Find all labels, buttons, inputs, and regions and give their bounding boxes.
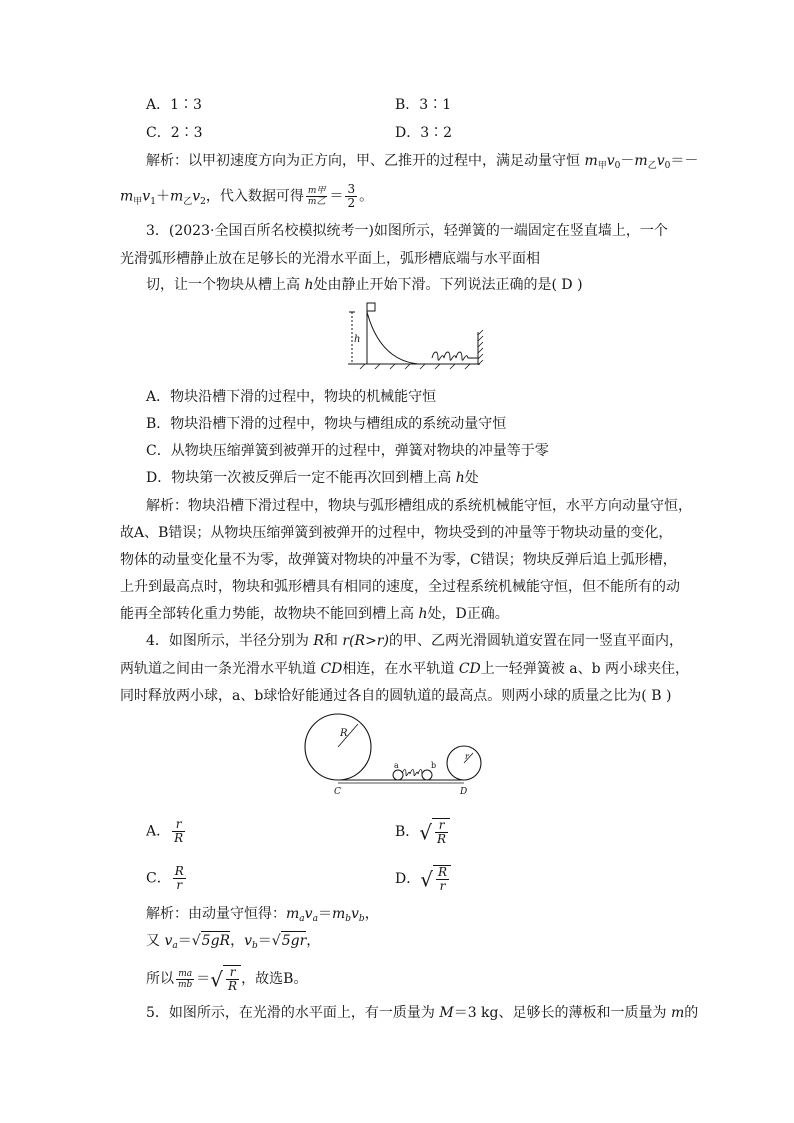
q4-option-c: C． $\frac{R}{r}$	[146, 864, 184, 892]
q2-option-b: B．3∶1	[395, 97, 452, 113]
label-R: R	[340, 728, 348, 739]
q3-analysis-line3: 物体的动量变化量不为零，故弹簧对物块的冲量不为零，C错误；物块反弹后追上弧形槽，	[120, 552, 677, 568]
q3-analysis-line5: 能再全部转化重力势能，故物块不能回到槽上高 h处，D正确。	[120, 606, 509, 622]
q4-figure-loop-tracks	[298, 712, 498, 798]
q2-option-c: C．2∶3	[146, 125, 203, 141]
q2-analysis-line1: 解析：以甲初速度方向为正方向，甲、乙推开的过程中，满足动量守恒 $m_甲v_0-m_乙v_0=-$	[146, 153, 699, 171]
label-r: r	[465, 752, 469, 761]
q4-stem-line1: 4．如图所示，半径分别为 R和 r(R>r)的甲、乙两光滑圆轨道安置在同一竖直平面内，	[146, 633, 683, 649]
q2-analysis-line2: $m_甲v_1+m_乙v_2$，代入数据可得 $\frac{\text{m甲}}{\text{m乙}}$ ＝ $\frac{3}{2}$ 。	[120, 182, 374, 210]
q3-stem-line1: 3．(2023·全国百所名校模拟统考一)如图所示，轻弹簧的一端固定在竖直墙上，一个	[146, 223, 668, 239]
label-a: a	[394, 761, 399, 770]
q4-option-a: A． $\frac{r}{R}$	[146, 817, 184, 845]
label-b: b	[431, 761, 437, 770]
q4-option-d: D．√ $\frac{R}{r}$	[395, 865, 451, 893]
q3-option-c: C．从物块压缩弹簧到被弹开的过程中，弹簧对物块的冲量等于零	[146, 443, 549, 459]
mass-ratio-fraction: $\frac{\text{m甲}}{\text{m乙}}$	[307, 186, 326, 207]
q4-analysis-line1: 解析：由动量守恒得：$m_av_a=m_bv_b$，	[146, 906, 379, 924]
figure-label-h: h	[354, 334, 361, 345]
q3-option-b: B．物块沿槽下滑的过程中，物块与槽组成的系统动量守恒	[146, 416, 507, 432]
q3-option-a: A．物块沿槽下滑的过程中，物块的机械能守恒	[146, 389, 437, 405]
q3-option-d: D．物块第一次被反弹后一定不能再次回到槽上高 h处	[146, 470, 479, 486]
label-C: C	[334, 787, 341, 797]
q2-option-a: A．1∶3	[146, 97, 202, 113]
ball-a	[393, 770, 403, 780]
label-D: D	[460, 787, 468, 797]
q5-stem-line1: 5．如图所示，在光滑的水平面上，有一质量为 M＝3 kg、足够长的薄板和一质量为 m的	[146, 1005, 699, 1021]
q3-analysis-line1: 解析：物块沿槽下滑过程中，物块与弧形槽组成的系统机械能守恒，水平方向动量守恒，	[146, 498, 692, 514]
q4-stem-line2: 两轨道之间由一条光滑水平轨道 CD相连，在水平轨道 CD上一轻弹簧被 a、b 两小球夹住，	[120, 661, 689, 677]
q3-figure-slope-spring	[340, 302, 490, 372]
q4-option-b: B．√ $\frac{r}{R}$	[395, 818, 450, 846]
q3-analysis-line4: 上升到最高点时，物块和弧形槽具有相同的速度，全过程系统机械能守恒，但不能所有的动	[120, 579, 680, 595]
q3-stem-line3: 切，让一个物块从槽上高 h处由静止开始下滑。下列说法正确的是( D )	[146, 277, 583, 293]
q4-stem-line3: 同时释放两小球，a、b球恰好能通过各自的圆轨道的最高点。则两小球的质量之比为( B )	[120, 688, 672, 704]
q4-analysis-line2: 又 $v_a=√5gR$，$v_b=√5gr$，	[146, 933, 321, 951]
result-fraction: $\frac{3}{2}$	[347, 182, 356, 210]
ball-b	[422, 770, 432, 780]
q4-analysis-line3: 所以 $\frac{ma}{mb}$ ＝√ $\frac{r}{R}$ ，故选B。	[146, 965, 308, 993]
q3-analysis-line2: 故A、B错误；从物块压缩弹簧到被弹开的过程中，物块受到的冲量等于物块动量的变化，	[120, 525, 673, 541]
q2-option-d: D．3∶2	[395, 125, 453, 141]
q3-stem-line2: 光滑弧形槽静止放在足够长的光滑水平面上，弧形槽底端与水平面相	[120, 251, 540, 267]
